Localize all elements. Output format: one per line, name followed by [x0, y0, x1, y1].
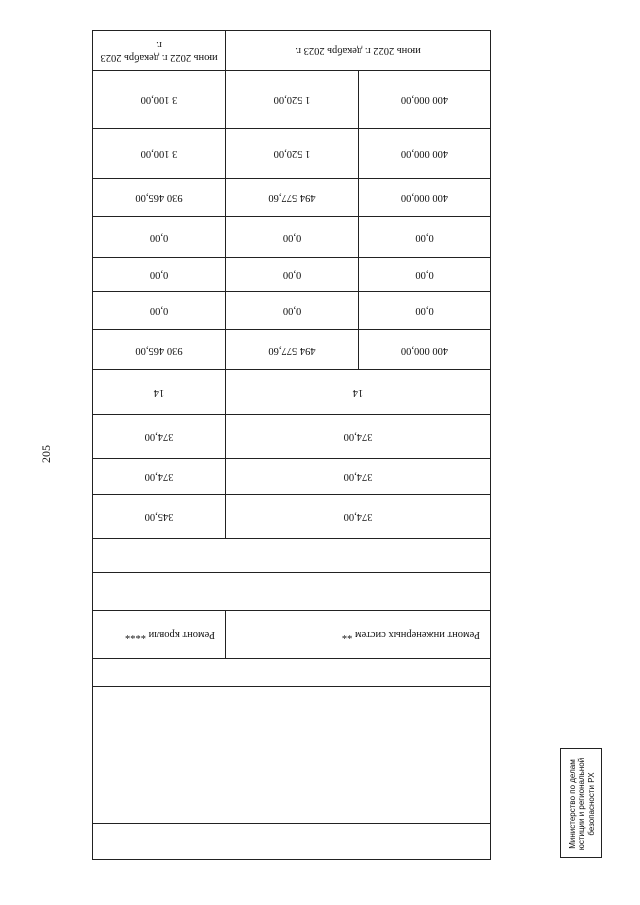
value-cell: 930 465,00 [93, 330, 226, 370]
table-row [93, 458, 491, 494]
document-table [92, 30, 491, 860]
value-cell: 400 000,00 [359, 179, 491, 217]
table-row [93, 370, 491, 414]
header-period-b: июнь 2022 г. декабрь 2023 г. [226, 31, 491, 71]
merged-value-b: 14 [226, 370, 491, 414]
stamp-text: Министерство по делам юстиции и региональной безопасности РХ [567, 757, 596, 851]
merged-value-b: 374,00 [226, 494, 491, 538]
value-cell: 930 465,00 [93, 179, 226, 217]
table-row [93, 572, 491, 610]
merged-value-b: 374,00 [226, 414, 491, 458]
page-number: 205 [38, 445, 53, 463]
table-row [93, 71, 491, 129]
value-cell: 0,00 [359, 292, 491, 330]
value-cell: 0,00 [93, 217, 226, 258]
value-cell: 0,00 [226, 217, 359, 258]
merged-value-b: 374,00 [226, 458, 491, 494]
table-row [93, 179, 491, 217]
header-period-a: июнь 2022 г. декабрь 2023 г. [93, 31, 226, 71]
value-cell: 0,00 [226, 258, 359, 292]
table-row [93, 494, 491, 538]
value-cell: 0,00 [359, 258, 491, 292]
value-cell: 400 000,00 [359, 129, 491, 179]
ministry-stamp [560, 748, 602, 858]
value-cell: 400 000,00 [359, 330, 491, 370]
engineering-repair-cell: Ремонт инженерных систем ** [226, 610, 491, 658]
table-row [93, 538, 491, 572]
merged-value-a: 374,00 [93, 458, 226, 494]
value-cell: 494 577,60 [226, 330, 359, 370]
table-row [93, 129, 491, 179]
value-cell: 1 520,00 [226, 129, 359, 179]
roof-repair-cell: Ремонт кровли **** [93, 610, 226, 658]
value-cell: 494 577,60 [226, 179, 359, 217]
value-cell: 3 100,00 [93, 71, 226, 129]
table-row [93, 217, 491, 258]
merged-value-a: 345,00 [93, 494, 226, 538]
merged-value-a: 14 [93, 370, 226, 414]
table-header-row [93, 31, 491, 71]
table-row [93, 258, 491, 292]
table-row [93, 823, 491, 859]
table-row [93, 330, 491, 370]
value-cell: 3 100,00 [93, 129, 226, 179]
table-row [93, 610, 491, 658]
table-row [93, 292, 491, 330]
value-cell: 0,00 [226, 292, 359, 330]
value-cell: 0,00 [93, 258, 226, 292]
table-row [93, 686, 491, 823]
value-cell: 1 520,00 [226, 71, 359, 129]
value-cell: 0,00 [93, 292, 226, 330]
merged-value-a: 374,00 [93, 414, 226, 458]
value-cell: 0,00 [359, 217, 491, 258]
value-cell: 400 000,00 [359, 71, 491, 129]
table-row [93, 658, 491, 686]
table-row [93, 414, 491, 458]
